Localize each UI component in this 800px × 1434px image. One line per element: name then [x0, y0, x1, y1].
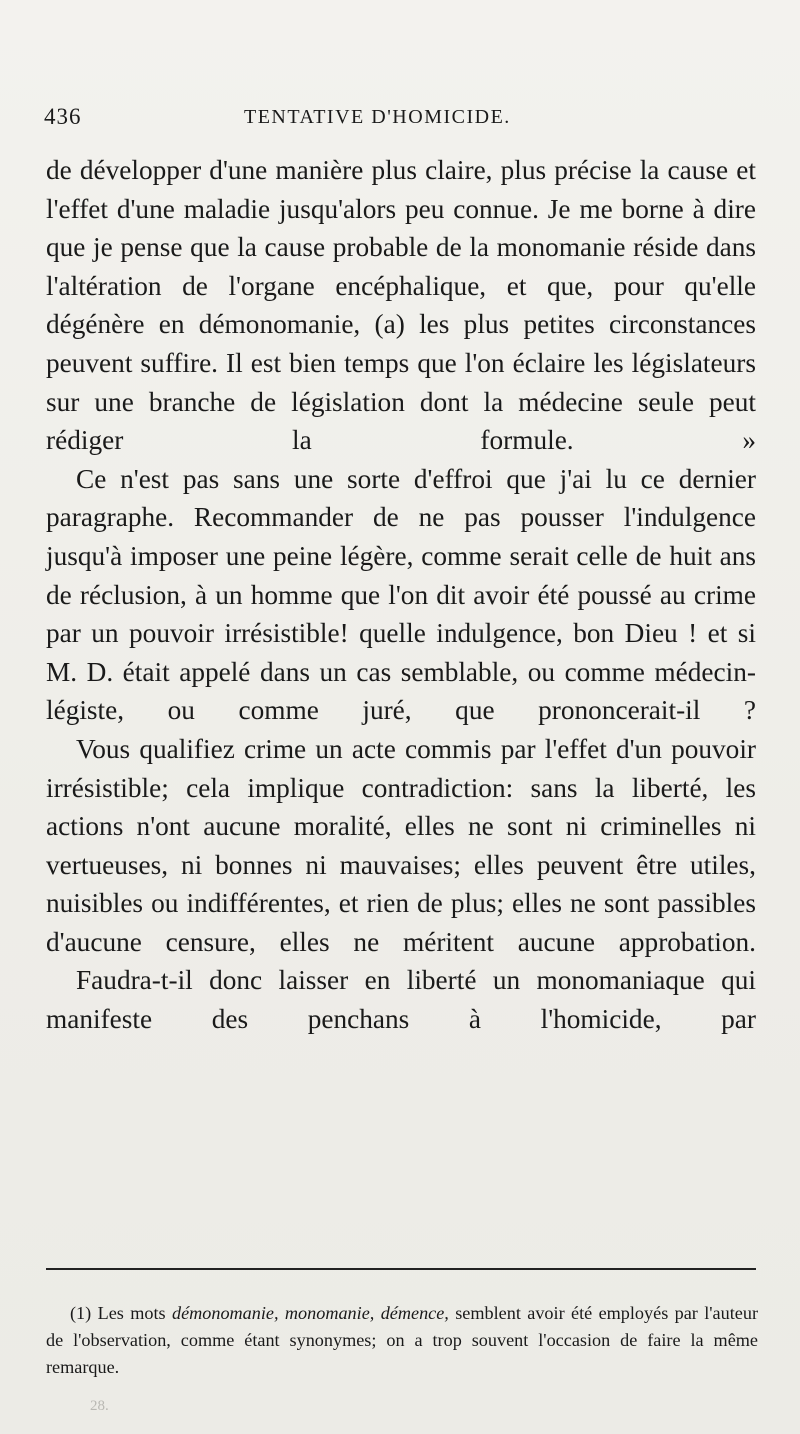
page-header — [44, 104, 756, 138]
footnote-lead: Les mots — [97, 1303, 166, 1323]
footnote-number: (1) — [70, 1303, 92, 1323]
page-number: 436 — [44, 104, 82, 129]
paragraph: de développer d'une manière plus claire, plus précise la cause et l'effet d'une maladie jusqu'alors peu connue. Je me borne à dire que je pense que la cause probable de la monomanie réside dans l'altération de l'organe encéphalique, et que, pour qu'elle dégénère en démonomanie, (a) les plus petites circonstances peuvent suffire. Il est bien temps que l'on éclaire les législateurs sur une branche de législation dont la médecine seule peut rédiger la formule. » — [46, 155, 756, 456]
footnote-terms: démonomanie, monomanie, démence, — [171, 1303, 449, 1323]
paragraph: Faudra-t-il donc laisser en liberté un monomaniaque qui manifeste des penchans à l'homicide, par — [46, 965, 756, 1035]
running-head: TENTATIVE D'HOMICIDE. — [244, 106, 511, 128]
paragraph: Vous qualifiez crime un acte commis par l'effet d'un pouvoir irrésistible; cela implique contradiction: sans la liberté, les actions n'ont aucune moralité, elles ne sont ni criminelles ni vertueuses, ni bonnes ni mauvaises; elles peuvent être utiles, nuisibles ou indifférentes, et rien de plus; elles ne sont passibles d'aucune censure, elles ne méritent aucune approbation. — [46, 733, 756, 957]
footnote — [46, 1300, 758, 1381]
paragraph: Ce n'est pas sans une sorte d'effroi que j'ai lu ce dernier paragraphe. Recommander de ne pas pousser l'indulgence jusqu'à imposer une peine légère, comme serait celle de huit ans de réclusion, à un homme que l'on dit avoir été poussé au crime par un pouvoir irrésistible! quelle indulgence, bon Dieu ! et si M. D. était appelé dans un cas semblable, ou comme médecin-légiste, ou comme juré, que prononcerait-il ? — [46, 463, 756, 726]
footnote-text: semblent avoir été employés par l'auteur de l'observation, comme étant synonymes; on a trop souvent l'occasion de faire la même remarque. — [46, 1303, 759, 1377]
signature-mark: 28. — [90, 1398, 109, 1414]
footnote-rule — [46, 1268, 756, 1270]
body-text — [46, 151, 756, 1039]
